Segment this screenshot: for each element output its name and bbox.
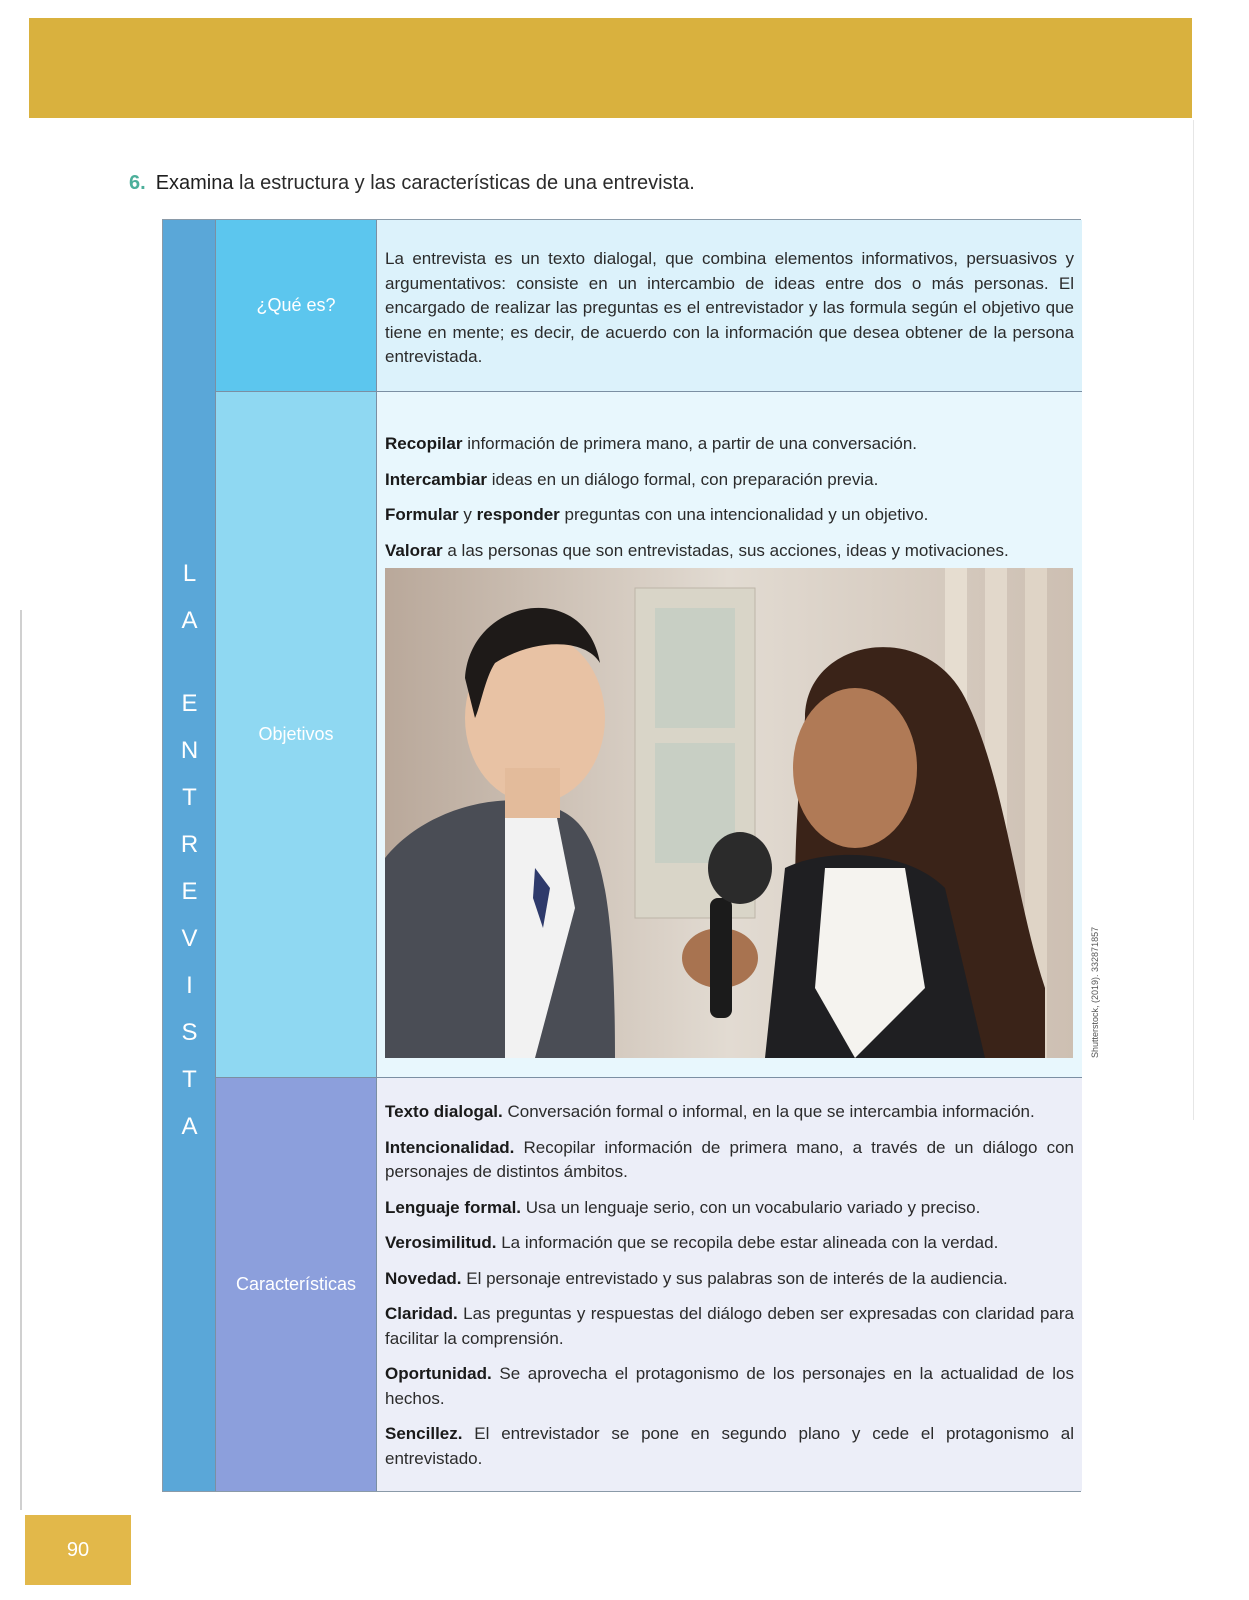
vertical-letter: R [180,831,199,858]
objective-item: Intercambiar ideas en un diálogo formal, con preparación previa. [385,469,879,489]
row-label-caracteristicas [216,1078,377,1491]
exercise-verb: Examina [155,172,234,194]
row-label-que-es [216,220,377,391]
label-que-es: ¿Qué es? [256,295,336,315]
label-caracteristicas: Características [235,1274,357,1294]
objective-item: Valorar a las personas que son entrevistadas, sus acciones, ideas y motivaciones. [385,540,1009,560]
row-body-que-es [377,220,1082,391]
row-body-caracteristicas [377,1078,1082,1491]
exercise-text: la estructura y las características de una entrevista. [233,172,695,194]
label-objetivos: Objetivos [258,724,334,744]
vertical-letter: A [181,1113,198,1140]
page-number-box [25,1515,131,1585]
vertical-letter: I [186,972,193,999]
que-es-text: La entrevista es un texto dialogal, que combina elementos informativos, persuasivos y argumentativos: consiste en un intercambio de ideas entre dos o más personas. El encargado de realizar las preguntas es el entrevistador y las formula según el objetivo que tiene en mente; es decir, de acuerdo con la información que desea obtener de la persona entrevistada. [385,249,1074,366]
row-label-objetivos [216,392,377,1077]
characteristic-item: Claridad. Las preguntas y respuestas del diálogo deben ser expresadas con claridad para facilitar la comprensión. [385,1304,1074,1348]
vertical-letter: T [182,784,197,811]
objective-item: Recopilar información de primera mano, a partir de una conversación. [385,434,917,453]
vertical-letter: T [182,1066,197,1093]
characteristic-item: Intencionalidad. Recopilar información de primera mano, a través de un diálogo con personajes de distintos ámbitos. [385,1137,1074,1181]
vertical-letter: S [181,1019,198,1046]
interview-illustration [385,568,1073,1058]
vertical-letter: A [181,607,198,634]
characteristic-item: Oportunidad. Se aprovecha el protagonismo de los personajes en la actualidad de los hechos. [385,1364,1074,1408]
interview-photo [385,568,1073,1058]
characteristic-item: Texto dialogal. Conversación formal o informal, en la que se intercambia información. [385,1102,1035,1121]
page-number: 90 [66,1538,90,1561]
characteristic-item: Verosimilitud. La información que se recopila debe estar alineada con la verdad. [385,1233,999,1252]
characteristic-item: Sencillez. El entrevistador se pone en segundo plano y cede el protagonismo al entrevistado. [385,1424,1074,1468]
vertical-letter: L [182,560,197,587]
vertical-title-strip [163,220,216,1491]
exercise-number: 6. [129,172,146,194]
page-edge-line [20,610,22,1510]
page-right-edge [1193,120,1194,1120]
exercise-heading [129,170,695,196]
vertical-letter: E [181,878,198,905]
photo-credit: Shutterstock, (2019). 332871857 [1090,926,1100,1058]
vertical-letter: V [181,925,198,952]
objective-item: Formular y responder preguntas con una intencionalidad y un objetivo. [385,505,929,524]
characteristic-item: Lenguaje formal. Usa un lenguaje serio, con un vocabulario variado y preciso. [385,1197,981,1217]
vertical-letter: E [181,690,198,717]
characteristic-item: Novedad. El personaje entrevistado y sus palabras son de interés de la audiencia. [385,1268,1008,1288]
vertical-letter: N [180,737,199,764]
vertical-title [163,550,216,1150]
top-color-band [29,18,1192,118]
